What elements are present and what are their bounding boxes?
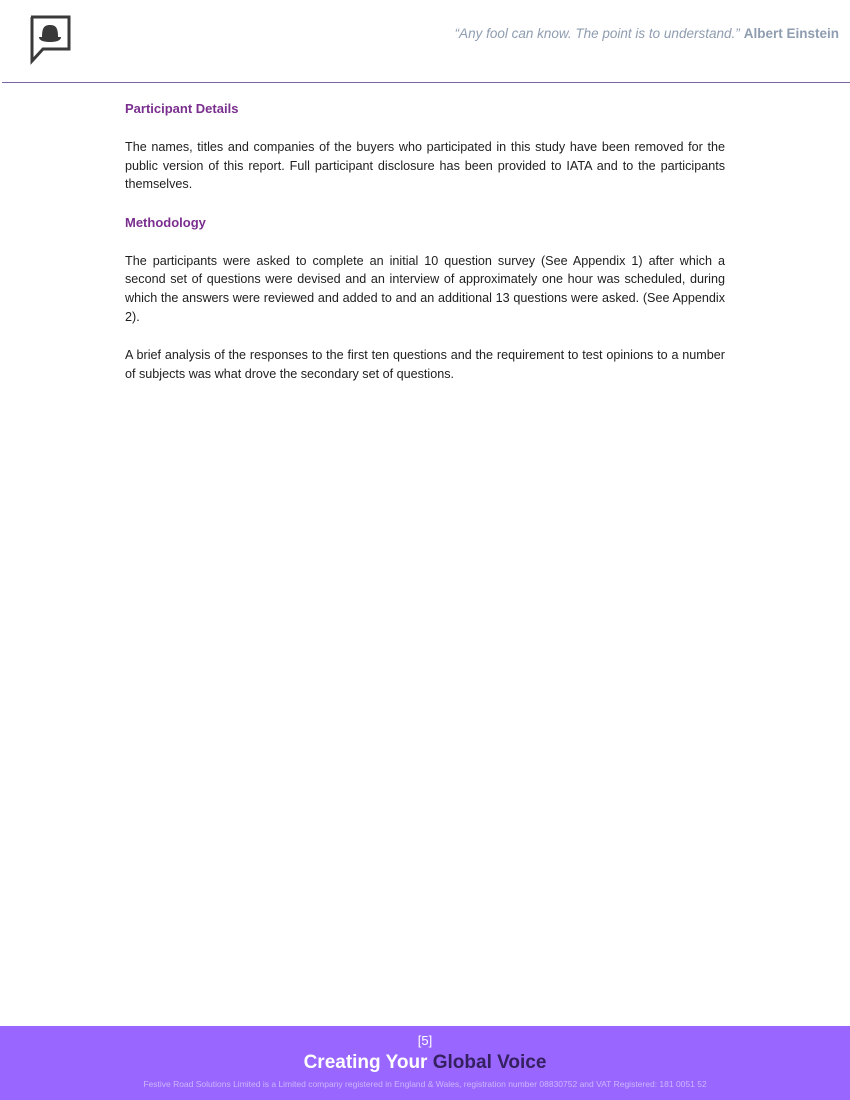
quote-author: Albert Einstein <box>743 26 839 41</box>
page-number: [5] <box>417 1033 433 1048</box>
section-heading: Methodology <box>125 214 206 230</box>
quote-text: “Any fool can know. The point is to understand.” <box>454 26 740 41</box>
footer-legal-text: Festive Road Solutions Limited is a Limited company registered in England & Wales, registration number 08830752 and VAT Registered: 181 0051 52 <box>143 1079 707 1089</box>
paragraph: The participants were asked to complete an initial 10 question survey (See Appendix 1) after which a second set of questions were devised and an interview of approximately one hour was scheduled, during which the answers were reviewed and added to and an additional 13 questions were asked. (See Appendix 2). <box>125 253 725 324</box>
tagline-part-1: Creating Your <box>303 1052 433 1073</box>
paragraph: A brief analysis of the responses to the first ten questions and the requirement to test opinions to a number of subjects was what drove the secondary set of questions. <box>125 348 725 381</box>
footer-tagline <box>0 1052 850 1074</box>
paragraph: The names, titles and companies of the buyers who participated in this study have been removed for the public version of this report. Full participant disclosure has been provided to IATA and to the participants themselves. <box>125 140 725 192</box>
header-quote <box>455 26 839 41</box>
header-divider <box>2 82 850 83</box>
tagline-part-2: Global Voice <box>432 1052 547 1073</box>
company-logo <box>29 15 71 65</box>
section-heading: Participant Details <box>125 101 239 116</box>
section-methodology <box>125 214 725 384</box>
page-footer <box>0 1026 850 1100</box>
section-participant-details <box>125 100 725 194</box>
speech-bubble-hat-icon <box>29 15 71 65</box>
page-content <box>125 100 725 403</box>
